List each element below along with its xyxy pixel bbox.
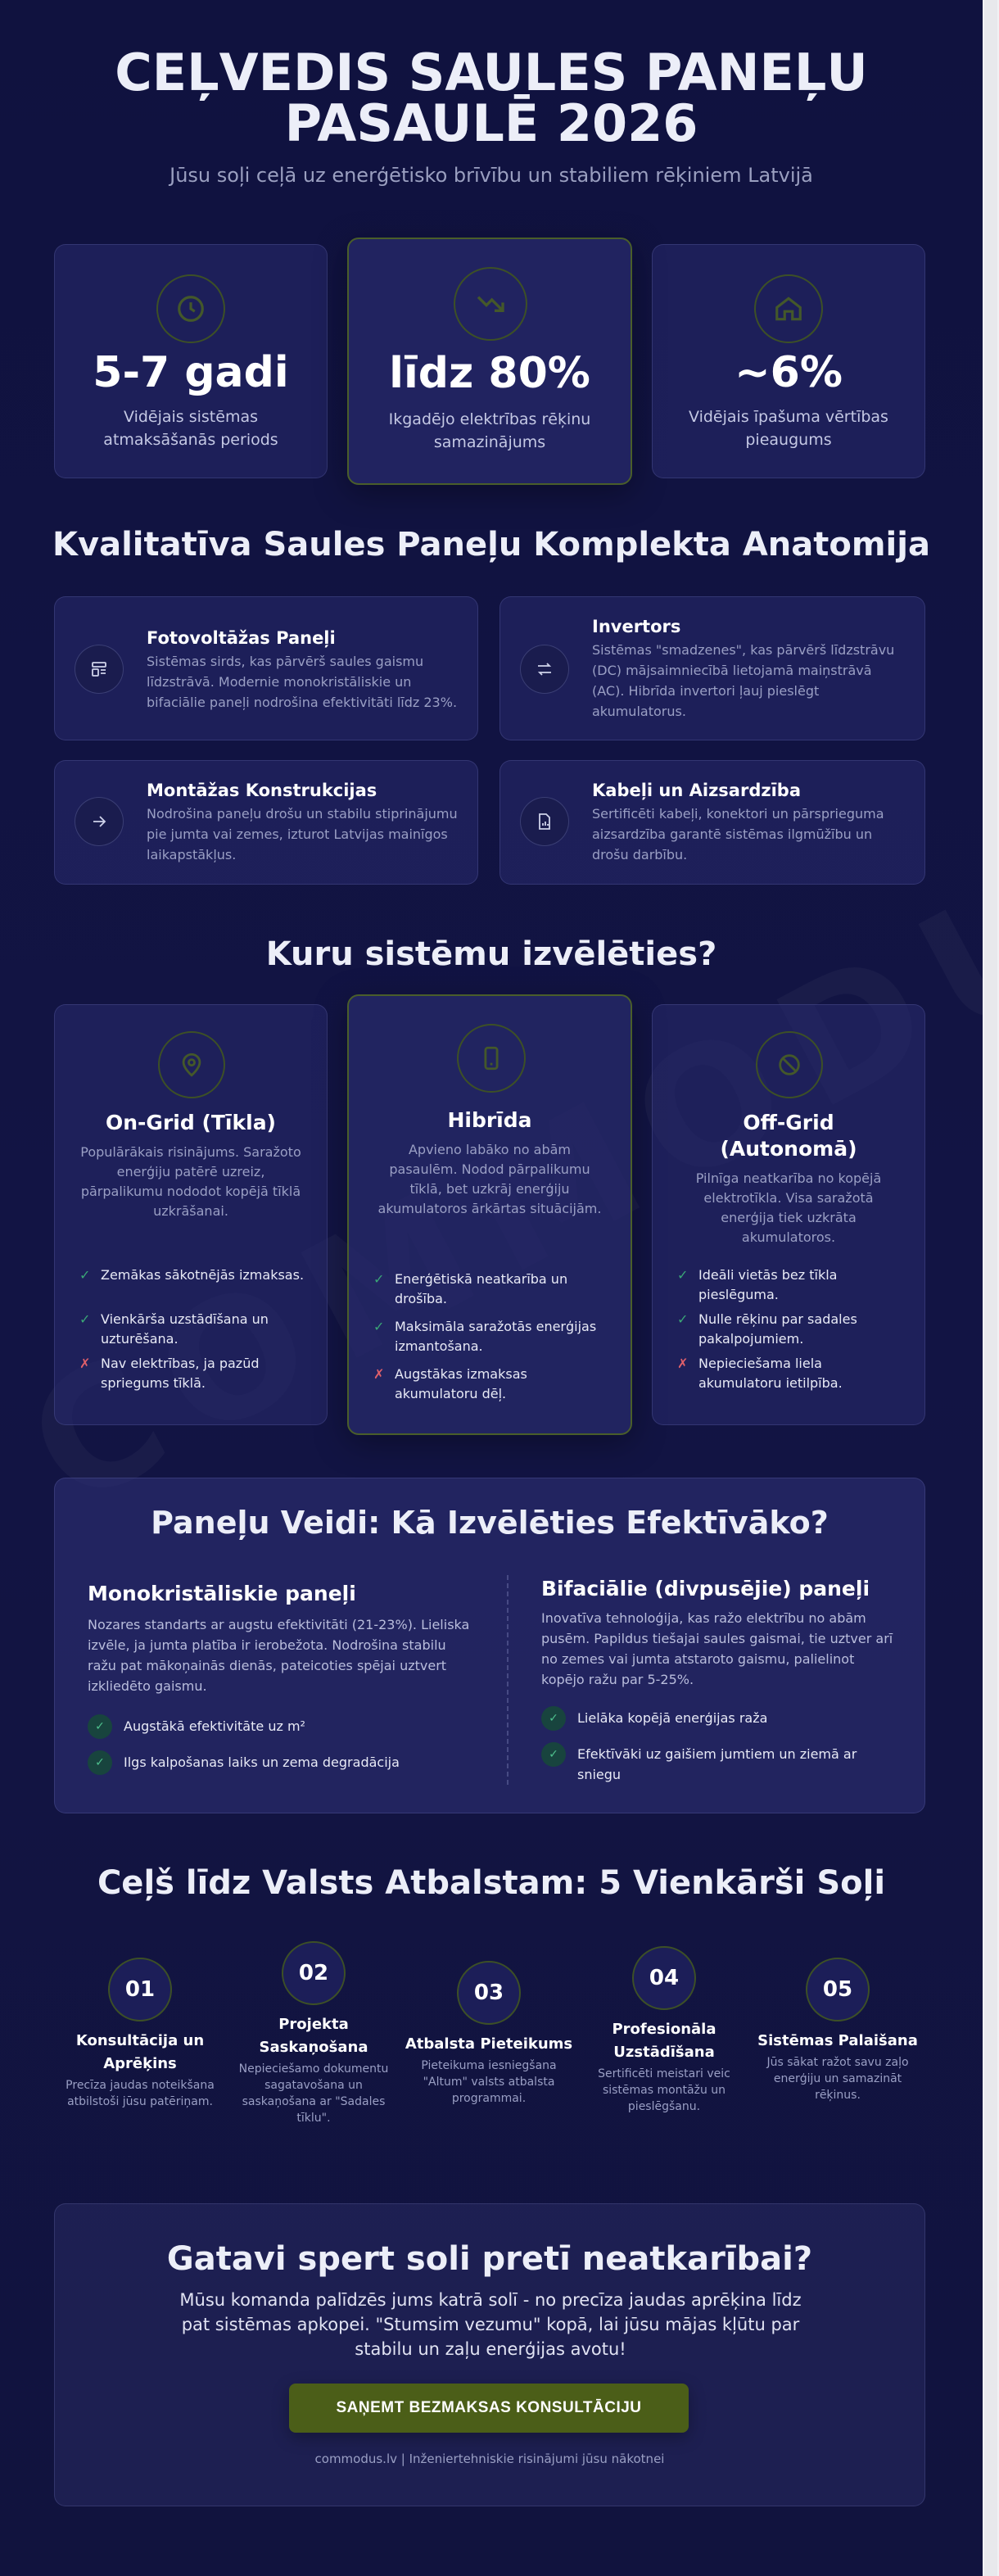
check-icon: ✓ xyxy=(677,1311,689,1327)
component-desc: Nodrošina paneļu drošu un stabilu stiprinājumu pie jumta vai zemes, izturot Latvijas mainīgos laikapstākļus. xyxy=(147,806,458,862)
feature-item: ✓ Zemākas sākotnējās izmaksas. xyxy=(79,1265,310,1285)
anatomy-section-title: Kvalitatīva Saules Paneļu Komplekta Anatomija xyxy=(52,526,930,564)
feature-item: ✗ Augstākas izmaksas akumulatoru dēļ. xyxy=(373,1366,527,1401)
cta-title: Gatavi spert soli pretī neatkarībai? xyxy=(166,2240,813,2278)
step-number: 05 xyxy=(806,1958,870,2021)
bifacial-title: Bifaciālie (divpusējie) paneļi xyxy=(541,1577,870,1600)
cross-icon: ✗ xyxy=(373,1366,385,1382)
component-card-mounting xyxy=(54,760,478,885)
stat-value: ~6% xyxy=(735,348,843,397)
cta-card xyxy=(54,2203,925,2506)
step-title: Sistēmas Palaišana xyxy=(757,2032,918,2049)
check-icon: ✓ xyxy=(79,1311,91,1327)
footer-text: commodus.lv | Inženiertehniskie risinājumi jūsu nākotnei xyxy=(314,2452,665,2466)
feature-item: ✗ Nav elektrības, ja pazūd spriegums tīklā. xyxy=(79,1356,260,1391)
component-desc: Sistēmas sirds, kas pārvērš saules gaismu līdzstrāvā. Modernie monokristāliskie un bifaciālie paneļi nodrošina efektivitāti līdz 23%. xyxy=(147,654,458,710)
document-chart-icon xyxy=(520,797,569,846)
cta-desc: Mūsu komanda palīdzēs jums katrā solī - no precīza jaudas aprēķina līdz pat sistēmas apkopei. "Stumsim vezumu" kopā, lai jūsu mājas kļūtu par stabilu un zaļu enerģijas avotu! xyxy=(179,2290,802,2359)
trending-down-icon xyxy=(454,267,527,341)
step-number: 04 xyxy=(632,1946,696,2010)
system-title: Hibrīda xyxy=(447,1108,532,1132)
component-title: Invertors xyxy=(592,617,681,636)
panel-layout-icon xyxy=(75,645,124,694)
step-title: Projekta Saskaņošana xyxy=(259,2016,368,2056)
component-card-inverter xyxy=(500,596,925,740)
stat-value: līdz 80% xyxy=(389,349,590,398)
mono-desc: Nozares standarts ar augstu efektivitāti (21-23%). Lieliska izvēle, ja jumta platība ir ierobežota. Nodrošina stabilu ražu pat mākoņainās dienās, pateicoties spējai uztvert izkliedēto gaismu. xyxy=(88,1617,470,1694)
check-icon: ✓ xyxy=(88,1714,112,1739)
mono-feature: ✓ Augstākā efektivitāte uz m² xyxy=(88,1716,472,1736)
systems-section-title: Kuru sistēmu izvēlēties? xyxy=(265,935,717,973)
step-desc: Precīza jaudas noteikšana atbilstoši jūsu patēriņam. xyxy=(66,2079,215,2108)
stat-card-savings xyxy=(347,238,632,485)
column-divider xyxy=(507,1575,509,1785)
bifacial-feature: ✓ Lielāka kopējā enerģijas raža xyxy=(541,1708,902,1728)
check-icon: ✓ xyxy=(677,1267,689,1283)
stat-card-payback xyxy=(54,244,328,478)
page-scrollbar[interactable] xyxy=(984,0,997,2576)
step-title: Atbalsta Pieteikums xyxy=(405,2035,573,2053)
step-desc: Sertificēti meistari veic sistēmas montāžu un pieslēgšanu. xyxy=(598,2067,730,2113)
free-consultation-button[interactable]: SAŅEMT BEZMAKSAS KONSULTĀCIJU xyxy=(289,2384,689,2433)
step-number: 03 xyxy=(457,1961,521,2025)
component-title: Montāžas Konstrukcijas xyxy=(147,781,377,800)
component-card-panels xyxy=(54,596,478,740)
cross-icon: ✗ xyxy=(677,1356,689,1371)
feature-item: ✓ Nulle rēķinu par sadales pakalpojumiem. xyxy=(677,1311,857,1347)
title-line-2: PASAULĒ 2026 xyxy=(284,93,698,153)
battery-phone-icon xyxy=(457,1024,526,1093)
title-line-1: CEĻVEDIS SAULES PANEĻU xyxy=(115,43,868,102)
component-desc: Sertificēti kabeļi, konektori un pārsprieguma aizsardzība garantē sistēmas ilgmūžību un drošu darbību. xyxy=(592,806,884,862)
check-icon: ✓ xyxy=(541,1706,566,1731)
system-desc: Populārākais risinājums. Saražoto enerģiju patērē uzreiz, pārpalikumu nododot kopējā tīklā uzkrāšanai. xyxy=(80,1144,301,1219)
stat-label: Ikgadējo elektrības rēķinu samazinājums xyxy=(388,410,591,451)
component-title: Fotovoltāžas Paneļi xyxy=(147,628,336,648)
check-icon: ✓ xyxy=(373,1271,385,1287)
step-number: 02 xyxy=(282,1941,346,2005)
feature-item: ✗ Nepieciešama liela akumulatoru ietilpība. xyxy=(677,1356,843,1391)
bifacial-desc: Inovatīva tehnoloģija, kas ražo elektrību no abām pusēm. Papildus tiešajai saules gaismai, tie uztver arī no zemes vai jumta atstaroto gaismu, palielinot kopējo ražu par 5-25%. xyxy=(541,1610,893,1687)
stat-card-property xyxy=(652,244,925,478)
system-desc: Apvieno labāko no abām pasaulēm. Nodod pārpalikumu tīklā, bet uzkrāj enerģiju akumulatoros ārkārtas situācijām. xyxy=(377,1142,602,1216)
system-title: Off-Grid (Autonomā) xyxy=(720,1111,857,1161)
bifacial-feature: ✓ Efektīvāki uz gaišiem jumtiem un ziemā ar sniegu xyxy=(541,1744,902,1785)
step-title: Konsultācija un Aprēķins xyxy=(75,2032,205,2072)
check-icon: ✓ xyxy=(79,1267,91,1283)
ban-icon xyxy=(756,1031,823,1098)
step-number: 01 xyxy=(108,1958,172,2021)
location-pin-icon xyxy=(158,1031,225,1098)
mono-feature: ✓ Ilgs kalpošanas laiks un zema degradācija xyxy=(88,1752,472,1772)
component-card-cables xyxy=(500,760,925,885)
page-subtitle: Jūsu soļi ceļā uz enerģētisko brīvību un stabiliem rēķiniem Latvijā xyxy=(170,164,813,187)
component-desc: Sistēmas "smadzenes", kas pārvērš līdzstrāvu (DC) mājsaimniecībā lietojamā maiņstrāvā (AC). Hibrīda invertori ļauj pieslēgt akumulatorus. xyxy=(592,642,895,719)
mono-title: Monokristāliskie paneļi xyxy=(88,1582,356,1605)
system-card-hybrid xyxy=(347,994,632,1435)
step-desc: Pieteikuma iesniegšana "Altum" valsts atbalsta programmai. xyxy=(421,2059,557,2105)
check-icon: ✓ xyxy=(373,1319,385,1334)
panel-types-card xyxy=(54,1478,925,1813)
step-title: Profesionāla Uzstādīšana xyxy=(612,2021,716,2061)
stat-value: 5-7 gadi xyxy=(93,348,289,397)
arrows-exchange-icon xyxy=(520,645,569,694)
check-icon: ✓ xyxy=(541,1742,566,1767)
system-title: On-Grid (Tīkla) xyxy=(106,1111,276,1134)
feature-item: ✓ Maksimāla saražotās enerģijas izmantošana. xyxy=(373,1319,597,1354)
steps-section-title: Ceļš līdz Valsts Atbalstam: 5 Vienkārši Soļi xyxy=(97,1864,886,1902)
component-title: Kabeļi un Aizsardzība xyxy=(592,781,801,800)
panel-types-title: Paneļu Veidi: Kā Izvēlēties Efektīvāko? xyxy=(151,1505,829,1541)
cross-icon: ✗ xyxy=(79,1356,91,1371)
system-desc: Pilnīga neatkarība no kopējā elektrotīkla. Visa saražotā enerģija tiek uzkrāta akumulatoros. xyxy=(695,1170,882,1245)
system-card-ongrid xyxy=(54,1004,328,1425)
system-card-offgrid xyxy=(652,1004,925,1425)
step-desc: Nepieciešamo dokumentu sagatavošana un saskaņošana ar "Sadales tīklu". xyxy=(238,2062,389,2125)
check-icon: ✓ xyxy=(88,1750,112,1775)
feature-item: ✓ Vienkārša uzstādīšana un uzturēšana. xyxy=(79,1311,269,1347)
step-desc: Jūs sākat ražot savu zaļo enerģiju un samazināt rēķinus. xyxy=(766,2056,909,2102)
home-icon xyxy=(754,274,823,343)
clock-icon xyxy=(156,274,225,343)
stat-label: Vidējais īpašuma vērtības pieaugums xyxy=(689,408,888,449)
arrow-right-icon xyxy=(75,797,124,846)
page-title xyxy=(0,43,983,153)
feature-item: ✓ Ideāli vietās bez tīkla pieslēguma. xyxy=(677,1267,838,1302)
stat-label: Vidējais sistēmas atmaksāšanās periods xyxy=(103,408,278,449)
feature-item: ✓ Enerģētiskā neatkarība un drošība. xyxy=(373,1271,568,1306)
